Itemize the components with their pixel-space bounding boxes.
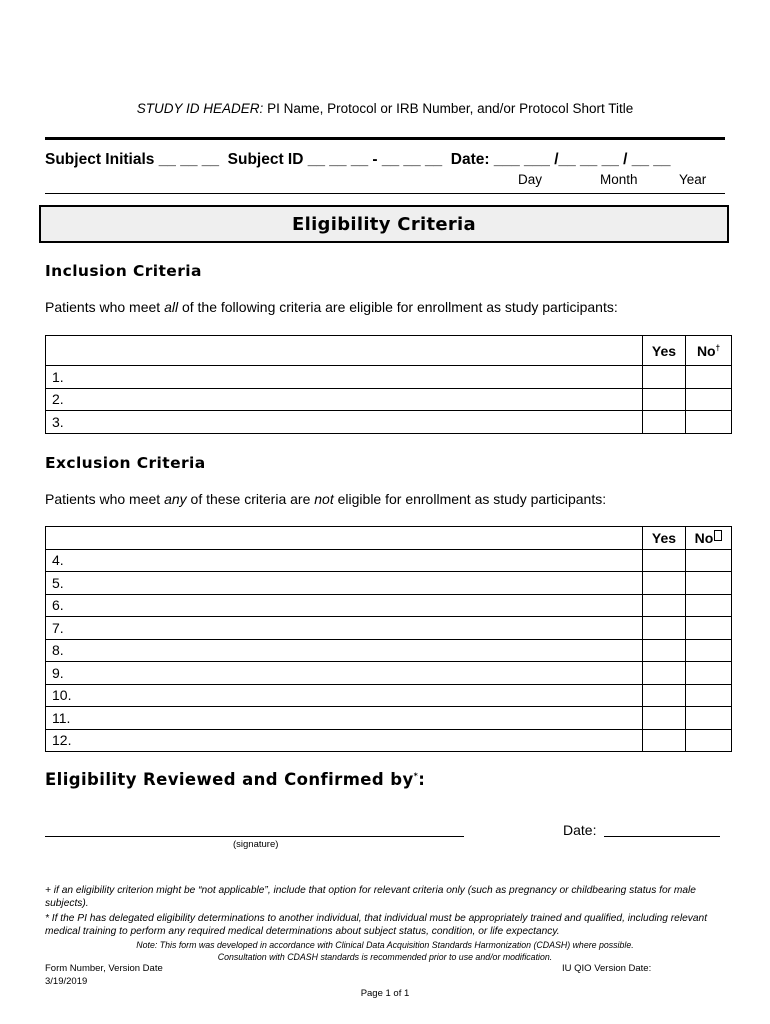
- table-row: [46, 572, 732, 595]
- no-checkbox-cell[interactable]: [686, 729, 732, 752]
- criterion-cell[interactable]: 7.: [46, 617, 643, 640]
- date-line[interactable]: [604, 836, 720, 837]
- date-label: Date:: [563, 822, 597, 838]
- table-row: [46, 684, 732, 707]
- criterion-header-cell: [46, 527, 643, 550]
- day-label: Day: [518, 172, 543, 187]
- no-checkbox-cell[interactable]: [686, 366, 732, 389]
- criterion-cell[interactable]: 2.: [46, 388, 643, 411]
- exclusion-intro: Patients who meet any of these criteria are not eligible for enrollment as study participants:: [45, 491, 607, 507]
- yes-checkbox-cell[interactable]: [643, 594, 686, 617]
- form-number: Form Number, Version Date: [45, 963, 163, 974]
- yes-checkbox-cell[interactable]: [643, 388, 686, 411]
- table-row: [46, 729, 732, 752]
- yes-checkbox-cell[interactable]: [643, 662, 686, 685]
- table-row: [46, 366, 732, 389]
- yes-checkbox-cell[interactable]: [643, 707, 686, 730]
- yes-checkbox-cell[interactable]: [643, 549, 686, 572]
- table-header-row: [46, 527, 732, 550]
- criterion-cell[interactable]: 5.: [46, 572, 643, 595]
- exclusion-heading: Exclusion Criteria: [45, 454, 206, 472]
- criterion-cell[interactable]: 11.: [46, 707, 643, 730]
- page-title: Eligibility Criteria: [39, 205, 729, 243]
- table-row: [46, 617, 732, 640]
- table-row: [46, 411, 732, 434]
- no-header: No: [686, 527, 732, 550]
- no-checkbox-cell[interactable]: [686, 572, 732, 595]
- confirm-heading: Eligibility Reviewed and Confirmed by*:: [45, 770, 426, 789]
- subject-line: Subject Initials __ __ __ Subject ID __ __ __ - __ __ __ Date: ___ ___ /__ __ __ / __ __: [45, 151, 671, 168]
- year-label: Year: [679, 172, 707, 187]
- yes-checkbox-cell[interactable]: [643, 617, 686, 640]
- dagger-mark: †: [715, 342, 721, 352]
- signature-line[interactable]: [45, 836, 464, 837]
- yes-checkbox-cell[interactable]: [643, 572, 686, 595]
- version-date: IU QIO Version Date:: [562, 963, 652, 974]
- criterion-header-cell: [46, 336, 643, 366]
- table-row: [46, 388, 732, 411]
- no-checkbox-cell[interactable]: [686, 707, 732, 730]
- header-rule: [45, 137, 725, 140]
- no-checkbox-cell[interactable]: [686, 684, 732, 707]
- criterion-cell[interactable]: 1.: [46, 366, 643, 389]
- criterion-cell[interactable]: 10.: [46, 684, 643, 707]
- no-checkbox-cell[interactable]: [686, 411, 732, 434]
- criterion-cell[interactable]: 12.: [46, 729, 643, 752]
- table-row: [46, 662, 732, 685]
- footnote-star: * If the PI has delegated eligibility determinations to another individual, that individual must be appropriately trained and qualified, including relevant medical training to perform any required medical determinations about subject status, condition, or life expectancy.: [45, 913, 708, 937]
- form-date: 3/19/2019: [45, 976, 88, 987]
- yes-checkbox-cell[interactable]: [643, 729, 686, 752]
- subject-rule: [45, 193, 725, 194]
- table-row: [46, 549, 732, 572]
- month-label: Month: [600, 172, 638, 187]
- cdash-note: Note: This form was developed in accordance with Clinical Data Acquisition Standards Harmonization (CDASH) where possible.: [136, 940, 634, 950]
- no-checkbox-cell[interactable]: [686, 388, 732, 411]
- criterion-cell[interactable]: 4.: [46, 549, 643, 572]
- inclusion-table: [45, 335, 732, 434]
- exclusion-table: [45, 526, 732, 752]
- no-header: No†: [686, 336, 732, 366]
- no-checkbox-cell[interactable]: [686, 594, 732, 617]
- no-checkbox-cell[interactable]: [686, 662, 732, 685]
- yes-checkbox-cell[interactable]: [643, 684, 686, 707]
- inclusion-intro: Patients who meet all of the following criteria are eligible for enrollment as study participants:: [45, 299, 618, 315]
- study-id-text: PI Name, Protocol or IRB Number, and/or Protocol Short Title: [263, 101, 634, 116]
- criterion-cell[interactable]: 3.: [46, 411, 643, 434]
- placeholder-mark-icon: [714, 530, 722, 541]
- page-number: Page 1 of 1: [360, 988, 410, 999]
- study-id-header: [0, 101, 770, 116]
- table-row: [46, 639, 732, 662]
- footnote-dagger: + if an eligibility criterion might be “not applicable”, include that option for relevant criteria only (such as pregnancy or childbearing status for male subjects).: [45, 885, 696, 909]
- signature-label: (signature): [233, 839, 279, 850]
- table-row: [46, 707, 732, 730]
- inclusion-heading: Inclusion Criteria: [45, 262, 202, 280]
- no-checkbox-cell[interactable]: [686, 617, 732, 640]
- yes-checkbox-cell[interactable]: [643, 366, 686, 389]
- cdash-consultation: Consultation with CDASH standards is recommended prior to use and/or modification.: [217, 952, 553, 962]
- criterion-cell[interactable]: 9.: [46, 662, 643, 685]
- criterion-cell[interactable]: 8.: [46, 639, 643, 662]
- study-id-label: STUDY ID HEADER:: [136, 101, 264, 116]
- yes-checkbox-cell[interactable]: [643, 411, 686, 434]
- yes-header: Yes: [643, 527, 686, 550]
- table-row: [46, 594, 732, 617]
- table-header-row: [46, 336, 732, 366]
- criterion-cell[interactable]: 6.: [46, 594, 643, 617]
- yes-checkbox-cell[interactable]: [643, 639, 686, 662]
- no-checkbox-cell[interactable]: [686, 549, 732, 572]
- no-checkbox-cell[interactable]: [686, 639, 732, 662]
- yes-header: Yes: [643, 336, 686, 366]
